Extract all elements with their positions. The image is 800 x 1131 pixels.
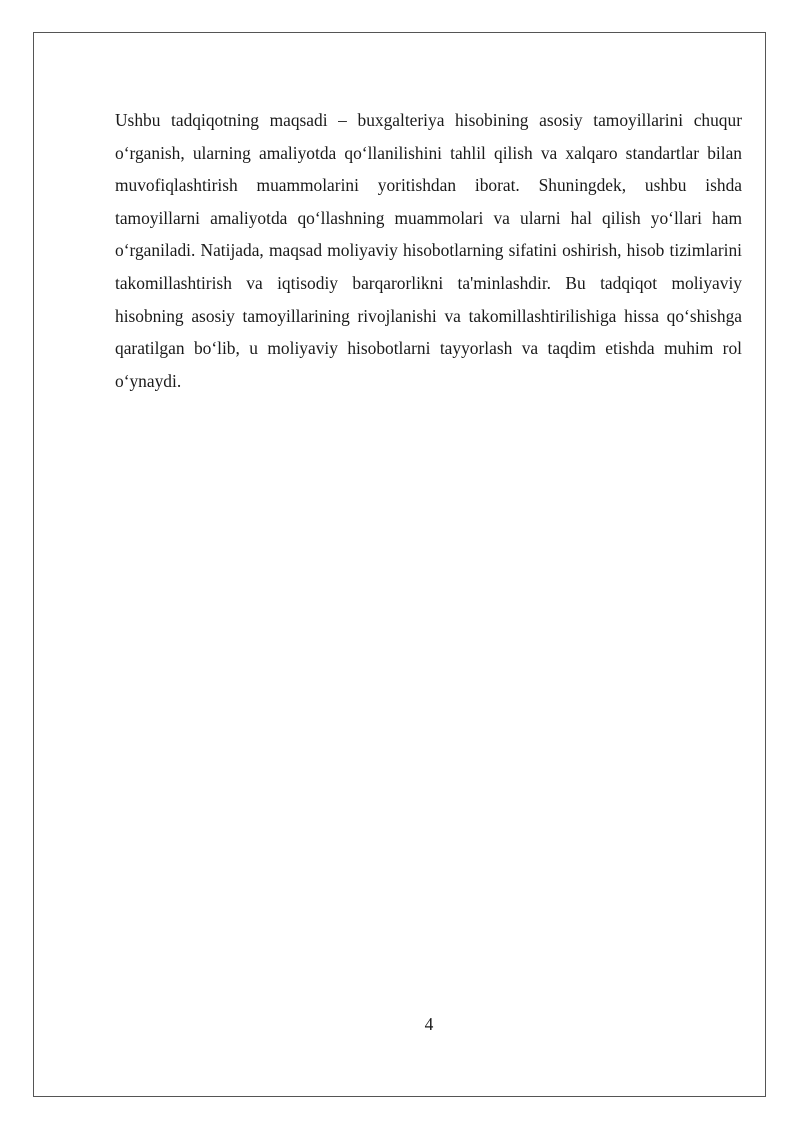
page-number: 4 (424, 1014, 434, 1034)
body-paragraph: Ushbu tadqiqotning maqsadi – buxgalteriya hisobining asosiy tamoyillarini chuqur o‘rganish, ularning amaliyotda qo‘llanilishini tahlil qilish va xalqaro standartlar bilan muvofiqlashtirish muammolarini yoritishdan iborat. Shuningdek, ushbu ishda tamoyillarni amaliyotda qo‘llashning muammolari va ularni hal qilish yo‘llari ham o‘rganiladi. Natijada, maqsad moliyaviy hisobotlarning sifatini oshirish, hisob tizimlarini takomillashtirish va iqtisodiy barqarorlikni ta'minlashdir. Bu tadqiqot moliyaviy hisobning asosiy tamoyillarining rivojlanishi va takomillashtirilishiga hissa qo‘shishga qaratilgan bo‘lib, u moliyaviy hisobotlarni tayyorlash va taqdim etishda muhim rol o‘ynaydi. (115, 110, 742, 391)
